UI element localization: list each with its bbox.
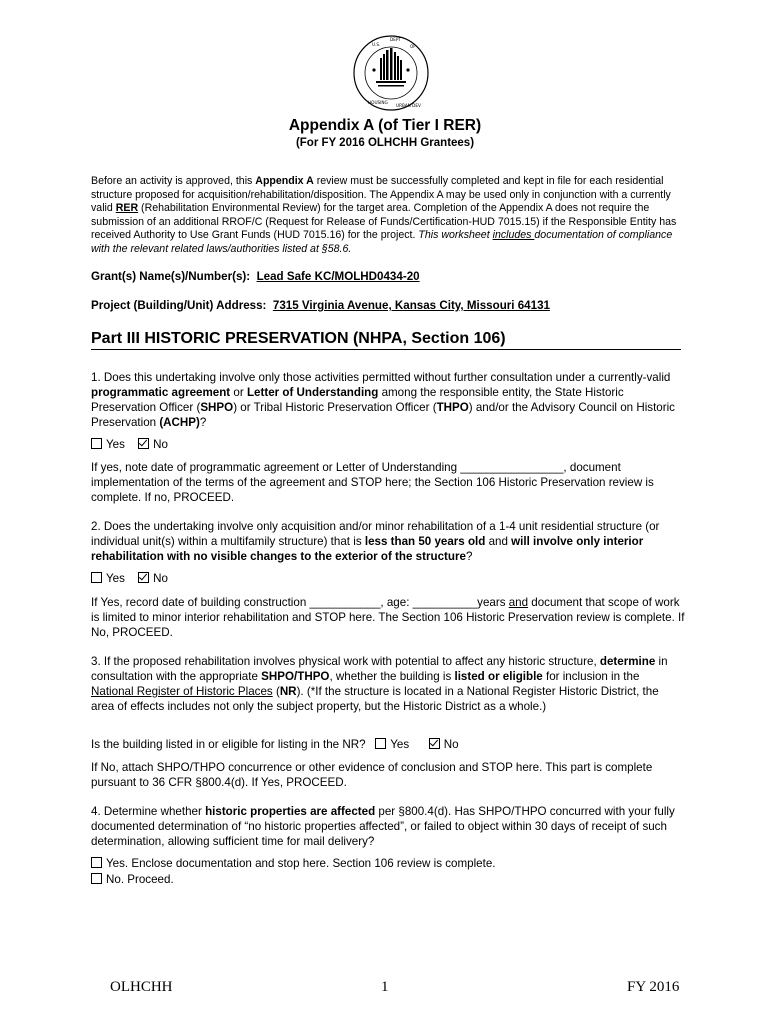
page-subtitle: (For FY 2016 OLHCHH Grantees) <box>295 137 475 149</box>
question-2: 2. Does the undertaking involve only acquisition and/or minor rehabilitation of a 1-4 unit residential structure (or individual unit(s) within a multifamily structure) that is less than 50 years old and will involve only interior rehabilitation with no visible changes to the exterior of the structure? <box>91 520 660 563</box>
question-1-options <box>91 437 685 452</box>
grant-line <box>91 269 685 284</box>
q2-no-option[interactable]: No <box>138 572 168 585</box>
checkbox-icon[interactable] <box>91 857 102 868</box>
q1-no-option[interactable]: No <box>138 438 168 451</box>
checkbox-checked-icon[interactable] <box>138 572 149 583</box>
svg-text:DEPT: DEPT <box>390 37 401 42</box>
question-1: 1. Does this undertaking involve only those activities permitted without further consultation under a currently-valid programmatic agreement or Letter of Understanding among the responsible entity, the State Historic Preservation Officer (SHPO) or Tribal Historic Preservation Officer (THPO) and/or the Advisory Council on Historic Preservation (ACHP)? <box>91 371 675 429</box>
question-3: 3. If the proposed rehabilitation involves physical work with potential to affect any historic structure, determine in consultation with the appropriate SHPO/THPO, whether the building is listed or eligible for inclusion in the National Register of Historic Places (NR). (*If the structure is located in a National Register Historic District, the area of effects includes not only the subject property, but the Historic District as a whole.) <box>91 655 668 713</box>
svg-text:OF: OF <box>410 44 416 49</box>
hud-seal-icon <box>352 34 430 112</box>
intro-paragraph: Before an activity is approved, this Appendix A review must be successfully completed and kept in file for each residential structure proposed for acquisition/rehabilitation/disposition. The Appendix A may be used only in conjunction with a currently valid RER (Rehabilitation Environmental Review) for the target area. Completion of the Appendix A does not require the submission of an additional RROF/C (Request for Release of Funds/Certification-HUD 7015.15) if the Responsible Entity has received Authority to Use Grant Funds (HUD 7015.16) for the project. This worksheet includes documentation of compliance with the relevant related laws/authorities listed at §58.6. <box>91 175 677 255</box>
checkbox-icon[interactable] <box>375 738 386 749</box>
svg-text:U.S.: U.S. <box>372 42 381 47</box>
q2-yes-option[interactable]: Yes <box>91 572 125 585</box>
checkbox-checked-icon[interactable] <box>429 738 440 749</box>
footer-left: OLHCHH <box>110 979 173 995</box>
svg-text:HOUSING: HOUSING <box>368 100 388 105</box>
question-3-ask: Is the building listed in or eligible for listing in the NR? Yes No <box>91 738 459 751</box>
question-1-note: If yes, note date of programmatic agreement or Letter of Understanding ________________, document implementation of the terms of the agreement and STOP here; the Section 106 Historic Preservation review is complete. If no, PROCEED. <box>91 461 654 504</box>
q4-no-option[interactable]: No. Proceed. <box>91 872 685 887</box>
checkbox-icon[interactable] <box>91 873 102 884</box>
question-2-note: If Yes, record date of building construction ___________, age: __________years and document that scope of work is limited to minor interior rehabilitation and STOP here. The Section 106 Historic Preservation review is complete. If No, PROCEED. <box>91 596 685 639</box>
question-4: 4. Determine whether historic properties are affected per §800.4(d). Has SHPO/THPO concurred with your fully documented determination of “no historic properties affected”, or failed to object within 30 days of receipt of such determination, allowing sufficient time for mail delivery? <box>91 805 675 848</box>
checkbox-icon[interactable] <box>91 572 102 583</box>
grant-label: Grant(s) Name(s)/Number(s): <box>91 270 251 283</box>
part-title: Part III HISTORIC PRESERVATION (NHPA, Section 106) <box>91 329 681 350</box>
q4-yes-option[interactable]: Yes. Enclose documentation and stop here. Section 106 review is complete. <box>91 856 685 871</box>
question-3-note: If No, attach SHPO/THPO concurrence or other evidence of conclusion and STOP here. This part is complete pursuant to 36 CFR §800.4(d). If Yes, PROCEED. <box>91 761 653 789</box>
grant-value: Lead Safe KC/MOLHD0434-20 <box>256 270 420 283</box>
footer-right: FY 2016 <box>627 979 680 995</box>
page-title: Appendix A (of Tier I RER) <box>288 117 482 134</box>
q3-yes-option[interactable]: Yes <box>375 738 409 751</box>
footer-page-number: 1 <box>381 979 389 995</box>
checkbox-checked-icon[interactable] <box>138 438 149 449</box>
project-line <box>91 298 685 313</box>
project-value: 7315 Virginia Avenue, Kansas City, Missouri 64131 <box>272 299 550 312</box>
q3-no-option[interactable]: No <box>429 738 459 751</box>
q1-yes-option[interactable]: Yes <box>91 438 125 451</box>
svg-text:URBAN DEV: URBAN DEV <box>396 103 421 108</box>
checkbox-icon[interactable] <box>91 438 102 449</box>
question-2-options <box>91 571 685 586</box>
project-label: Project (Building/Unit) Address: <box>91 299 267 312</box>
